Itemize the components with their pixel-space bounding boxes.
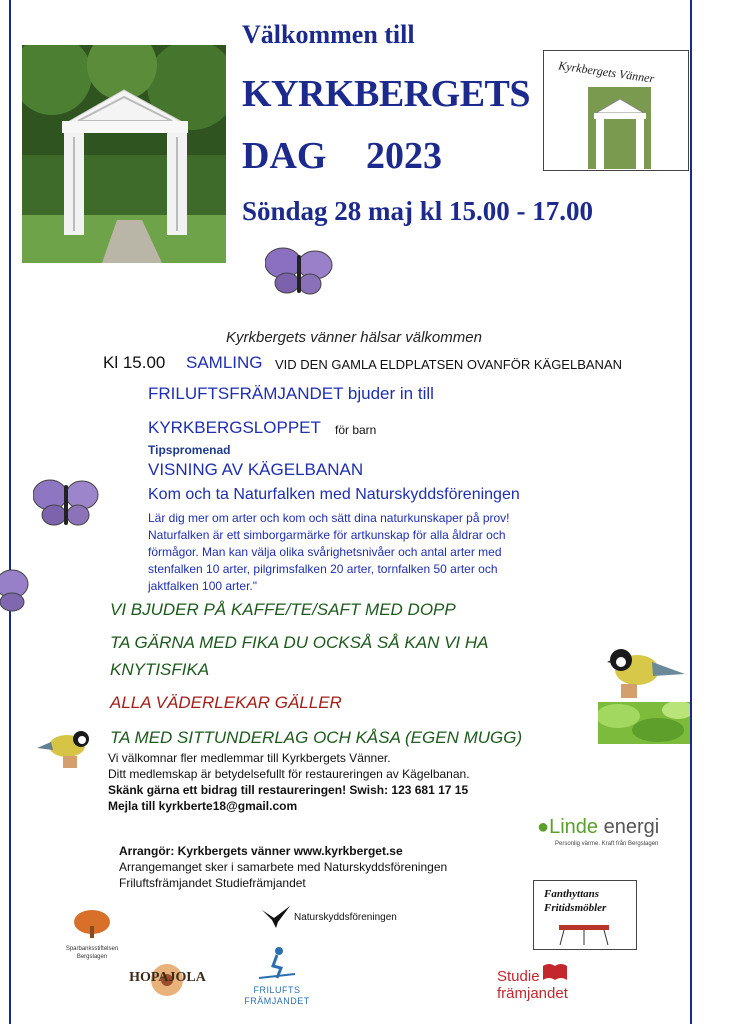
great-tit-bird-icon (607, 640, 685, 705)
naturfalken-line: stenfalken 10 arter, pilgrimsfalken 20 arter, tornfalken 50 arter och (148, 562, 498, 576)
coffee-offer: VI BJUDER PÅ KAFFE/TE/SAFT MED DOPP (110, 600, 456, 619)
great-tit-bird-icon (37, 726, 95, 775)
furniture-icon (554, 919, 614, 947)
fika-line2: KNYTISFIKA (110, 660, 210, 679)
linde-tagline: Personlig värme. Kraft från Bergslagen (555, 841, 659, 847)
studie-line1: Studie (497, 968, 540, 985)
greeting-text: Kyrkbergets vänner hälsar välkommen (226, 329, 482, 346)
butterfly-icon (33, 475, 99, 536)
friluft-invite: FRILUFTSFRÄMJANDET bjuder in till (148, 384, 434, 403)
right-border-line (690, 0, 692, 1024)
start-time: Kl 15.00 (103, 353, 166, 372)
organizer-line: Arrangemanget sker i samarbete med Naturskyddsföreningen (119, 860, 448, 874)
run-suffix: för barn (335, 423, 377, 437)
friluft-line1: FRILUFTS (253, 985, 301, 995)
welcome-heading: Välkommen till (242, 20, 415, 49)
naturfalken-title: Kom och ta Naturfalken med Naturskyddsföreningen (148, 486, 520, 503)
hopajola-logo (125, 960, 210, 1000)
tree-icon (73, 908, 111, 940)
organizer-line: Friluftsfrämjandet Studiefrämjandet (119, 876, 306, 890)
gathering-place: VID DEN GAMLA ELDPLATSEN OVANFÖR KÄGELBANAN (275, 357, 623, 372)
friluft-logo (232, 946, 322, 1007)
linde-brand: Linde (549, 816, 599, 838)
membership-line: Ditt medlemskap är betydelsefullt för restaureringen av Kägelbanan. (108, 767, 470, 781)
organizer-block (119, 843, 447, 891)
fanthyttan-logo (533, 880, 637, 950)
naturfalken-line: jaktfalken 100 arter." (148, 579, 257, 593)
donation-line: Skänk gärna ett bidrag till restaureringen! Swish: 123 681 17 15 (108, 783, 469, 797)
naturfalken-line: förmågor. Man kan välja olika svårighetsnivåer och antal arter med (148, 545, 502, 559)
viewing-title: VISNING AV KÄGELBANAN (148, 460, 364, 479)
leaves-photo (598, 702, 690, 744)
membership-block (108, 750, 470, 814)
organizer-line: Arrangör: Kyrkbergets vänner www.kyrkberget.se (119, 844, 403, 858)
fanthyttan-text (544, 887, 606, 915)
naturfalken-description (148, 510, 608, 595)
sparbank-line2: Bergslagen (76, 954, 108, 960)
skier-icon (257, 946, 297, 980)
gathering-label: SAMLING (186, 353, 263, 372)
event-title-dag: DAG (242, 135, 327, 177)
bring-note: TA MED SITTUNDERLAG OCH KÅSA (EGEN MUGG) (110, 728, 523, 747)
club-logo (543, 50, 689, 171)
membership-line: Vi välkomnar fler medlemmar till Kyrkbergets Vänner. (108, 751, 391, 765)
hopajola-text: HOPAJOLA (129, 970, 206, 985)
club-logo-text: Kyrkbergets Vänner (557, 58, 656, 86)
quiz-walk: Tipspromenad (148, 443, 231, 457)
sparbank-line1: Sparbanksstiftelsen (65, 946, 119, 952)
naturfalken-line: Lär dig mer om arter och kom och sätt dina naturkunskaper på prov! (148, 511, 510, 525)
gate-photo (22, 45, 226, 263)
left-border-line (9, 0, 11, 1024)
weather-note: ALLA VÄDERLEKAR GÄLLER (110, 693, 342, 712)
email-line: Mejla till kyrkberte18@gmail.com (108, 799, 298, 813)
friluft-text (232, 985, 322, 1007)
naturskydd-logo (262, 906, 397, 928)
linde-energi-logo (537, 816, 687, 847)
fika-line1: TA GÄRNA MED FIKA DU OCKSÅ SÅ KAN VI HA (110, 633, 489, 652)
naturskydd-text: Naturskyddsföreningen (294, 911, 397, 923)
sparbank-text (52, 945, 132, 961)
friluft-line2: FRÄMJANDET (244, 996, 310, 1006)
linde-leaf-icon: ● (537, 816, 550, 838)
studie-text (497, 968, 568, 1002)
studie-line2: främjandet (497, 985, 568, 1002)
event-title-line1: KYRKBERGETS (242, 73, 531, 115)
event-date-time: Söndag 28 maj kl 15.00 - 17.00 (242, 196, 594, 226)
butterfly-icon (0, 566, 30, 617)
linde-brand-energi: energi (598, 816, 660, 838)
naturfalken-line: Naturfalken är ett simborgarmärke för artkunskap för alla åldrar och (148, 528, 506, 542)
event-title-year: 2023 (366, 135, 442, 177)
fanthyttan-line1: Fanthyttans (544, 888, 600, 900)
fanthyttan-line2: Fritidsmöbler (544, 902, 607, 914)
sparbank-logo (52, 908, 132, 961)
run-title: KYRKBERGSLOPPET (148, 418, 321, 437)
butterfly-icon (265, 243, 333, 304)
swallow-icon (262, 906, 290, 928)
